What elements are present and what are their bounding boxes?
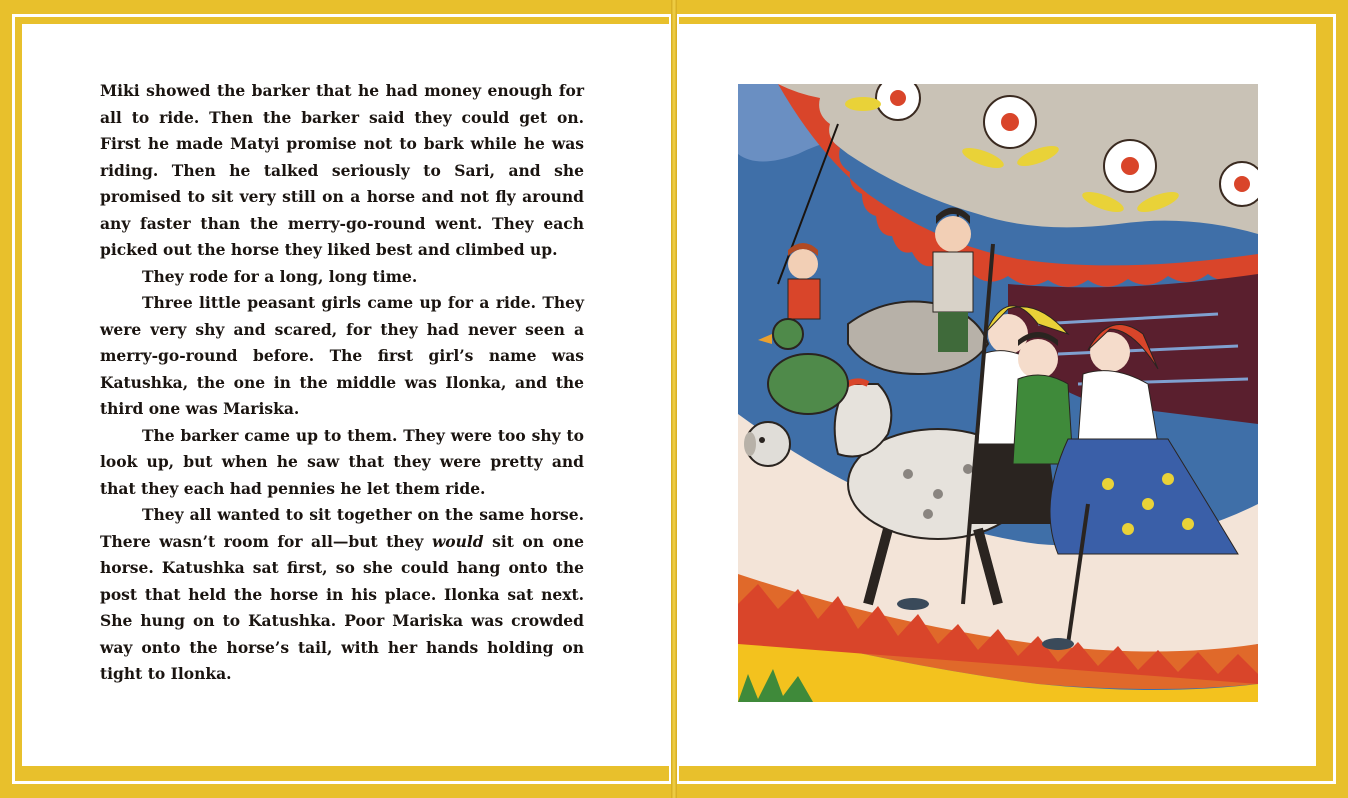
- carousel-illustration: [738, 84, 1258, 702]
- pole-base-2: [897, 598, 929, 610]
- book-gutter: [671, 0, 677, 798]
- boy-rider: [933, 208, 973, 353]
- emphasis-would: would: [431, 531, 484, 551]
- story-paragraph-1: Miki showed the barker that he had money enough for all to ride. Then the barker said they could get on. First he made Matyi promise not to bark while he was riding. Then he talked seriously to Sari, and she promised to sit very still on a horse and not fly around any faster than the merry-go-round went. They each picked out the horse they liked best and climbed up.: [100, 81, 584, 259]
- paragraph-5-text-b: sit on one horse. Katushka sat first, so she could hang onto the post that held the horse in his place. Ilonka sat next. She hung on to Katushka. Poor Mariska was crowded way onto the horse’s tail, with her hands holding on tight to Ilonka.: [100, 531, 584, 683]
- story-paragraph-2: They rode for a long, long time.: [142, 266, 418, 286]
- canopy-flower-4: [1220, 162, 1258, 206]
- story-paragraph-5: [100, 502, 584, 688]
- story-paragraph-3: Three little peasant girls came up for a ride. They were very shy and scared, for they had never seen a merry-go-round before. The first girl’s name was Katushka, the one in the middle was Ilonka, and the third one was Mariska.: [100, 293, 584, 418]
- carousel-illustration-art: [738, 84, 1258, 702]
- story-paragraph-4: The barker came up to them. They were too shy to look up, but when he saw that they were pretty and that they each had pennies he let them ride.: [100, 425, 584, 498]
- paragraph-5-text-a: They all wanted to sit together on the same horse. There wasn’t room for all—but they: [100, 505, 584, 551]
- pole-base-1: [1042, 638, 1074, 650]
- story-text: [100, 78, 584, 688]
